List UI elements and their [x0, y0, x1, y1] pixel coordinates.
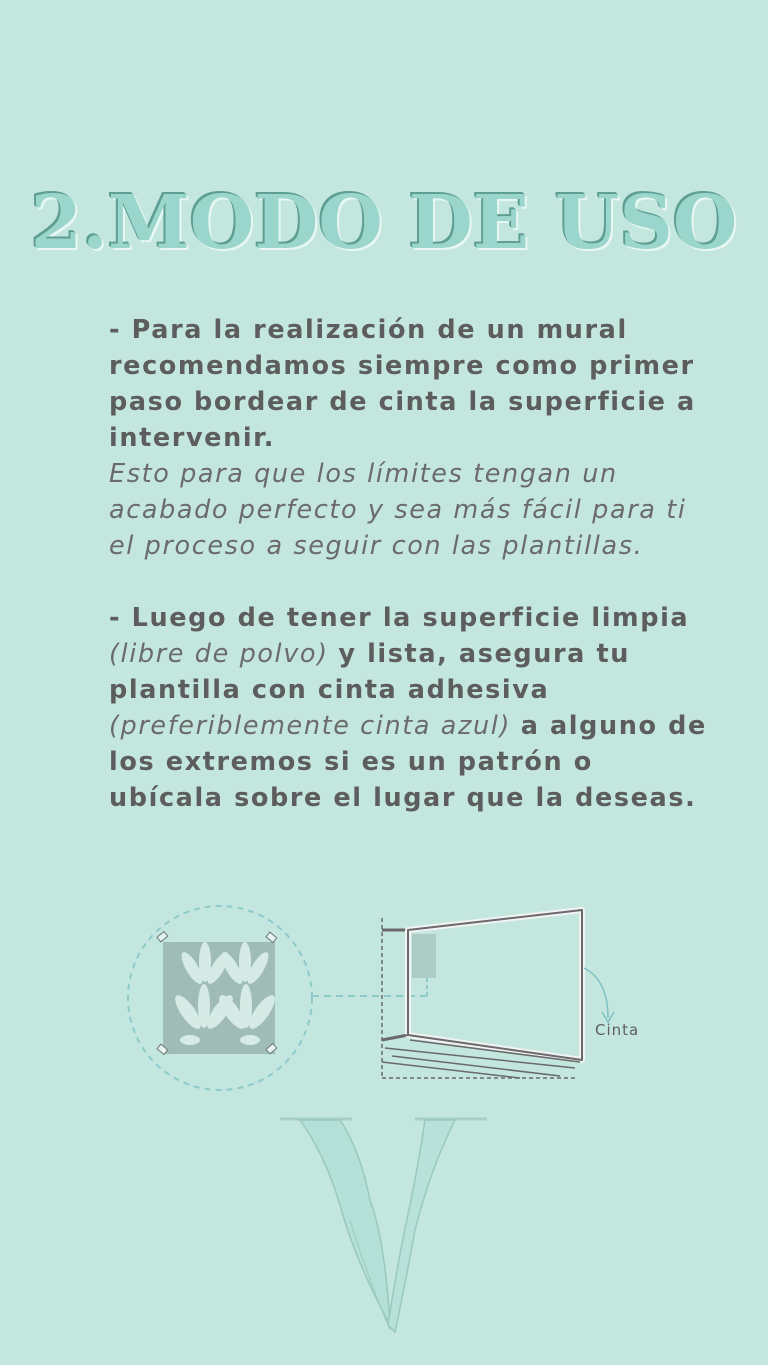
v-logo-watermark [270, 1110, 500, 1340]
cinta-label: Cinta [595, 1021, 640, 1039]
instruction-2-bold-1: - Luego de tener la superficie limpia [109, 603, 690, 633]
arrow-icon [584, 968, 608, 1018]
instructions [109, 312, 709, 816]
instruction-paragraph-2 [109, 600, 709, 816]
floral-stencil-icon [157, 931, 279, 1054]
instruction-2-italic-2: (preferiblemente cinta azul) [109, 711, 521, 741]
instruction-1-bold: - Para la realización de un mural recomendamos siempre como primer paso bordear de cinta la superficie a intervenir. [109, 315, 696, 453]
instruction-1-italic: Esto para que los límites tengan un acabado perfecto y sea más fácil para ti el proceso a seguir con las plantillas. [109, 459, 687, 561]
stencil-wall-illustration [120, 900, 660, 1100]
instruction-2-bold-2: y lista, asegura tu plantilla con cinta adhesiva [109, 639, 631, 705]
instruction-2-italic-1: (libre de polvo) [109, 639, 339, 669]
instruction-2-bold-3: a alguno de los extremos si es un patrón o ubícala sobre el lugar que la deseas. [109, 711, 707, 813]
page-title: 2.MODO DE USO [30, 180, 738, 266]
instruction-paragraph-1 [109, 312, 709, 564]
mini-stencil [412, 934, 436, 978]
